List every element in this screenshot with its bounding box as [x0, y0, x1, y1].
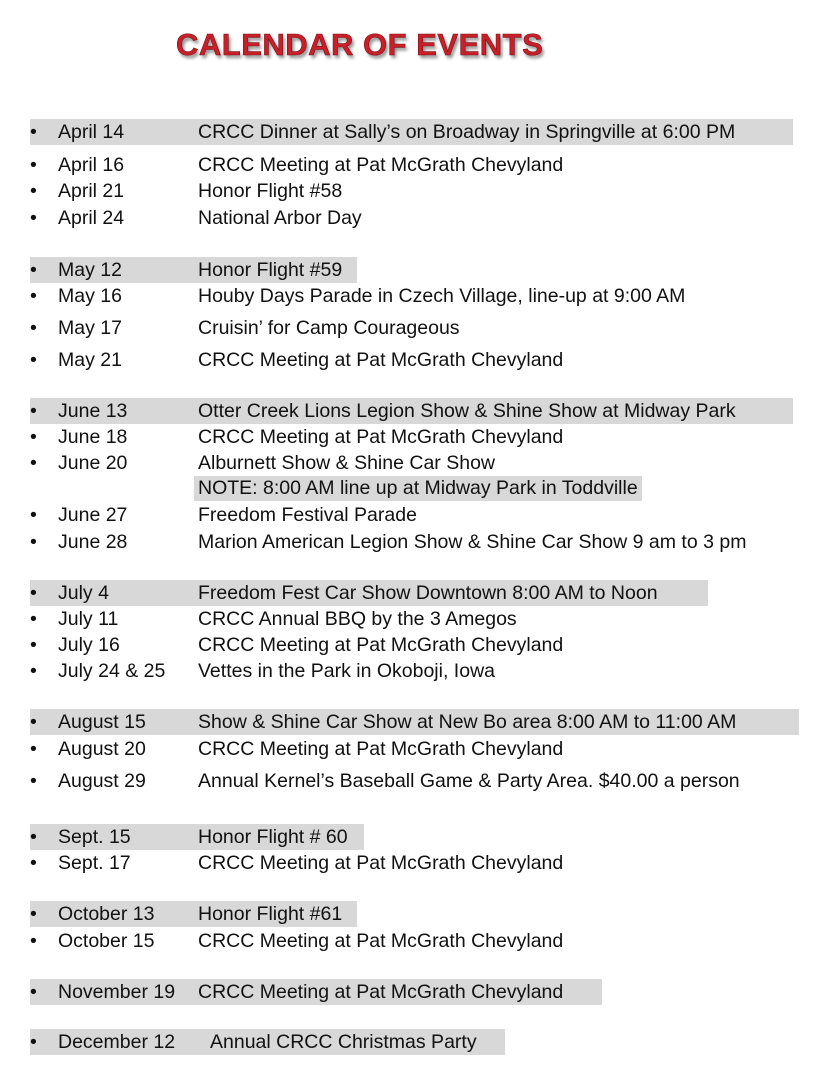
event-description: Honor Flight #58 — [198, 180, 343, 202]
event-row — [30, 398, 793, 424]
bullet-icon: • — [30, 852, 37, 874]
bullet-icon: • — [30, 582, 37, 604]
event-description: Alburnett Show & Shine Car Show — [198, 452, 495, 474]
event-date: June 13 — [58, 400, 128, 422]
event-description: Otter Creek Lions Legion Show & Shine Show at Midway Park — [198, 400, 736, 422]
event-date: Sept. 15 — [58, 826, 131, 848]
event-date: May 21 — [58, 349, 122, 371]
event-description: CRCC Meeting at Pat McGrath Chevyland — [198, 738, 564, 760]
bullet-icon: • — [30, 317, 37, 339]
bullet-icon: • — [30, 531, 37, 553]
event-date: July 4 — [58, 582, 109, 604]
event-date: December 12 — [58, 1031, 176, 1053]
event-row — [30, 119, 793, 145]
bullet-icon: • — [30, 285, 37, 307]
bullet-icon: • — [30, 930, 37, 952]
event-row — [30, 580, 708, 606]
event-description: Freedom Festival Parade — [198, 504, 417, 526]
event-description: CRCC Meeting at Pat McGrath Chevyland — [198, 930, 564, 952]
bullet-icon: • — [30, 426, 37, 448]
event-description: Marion American Legion Show & Shine Car Show 9 am to 3 pm — [198, 531, 747, 553]
event-row — [30, 709, 799, 735]
event-description: CRCC Annual BBQ by the 3 Amegos — [198, 608, 517, 630]
event-description: CRCC Dinner at Sally’s on Broadway in Springville at 6:00 PM — [198, 121, 736, 143]
bullet-icon: • — [30, 1031, 37, 1053]
bullet-icon: • — [30, 452, 37, 474]
bullet-icon: • — [30, 400, 37, 422]
event-date: May 12 — [58, 259, 122, 281]
event-row — [30, 1029, 505, 1055]
event-description: Honor Flight #59 — [198, 259, 343, 281]
event-date: Sept. 17 — [58, 852, 131, 874]
event-row — [30, 824, 364, 850]
event-description: Honor Flight # 60 — [198, 826, 348, 848]
event-date: August 20 — [58, 738, 146, 760]
event-description: CRCC Meeting at Pat McGrath Chevyland — [198, 634, 564, 656]
event-row — [30, 979, 602, 1005]
event-description: CRCC Meeting at Pat McGrath Chevyland — [198, 981, 564, 1003]
event-date: June 27 — [58, 504, 128, 526]
event-description: Honor Flight #61 — [198, 903, 343, 925]
bullet-icon: • — [30, 349, 37, 371]
event-date: April 14 — [58, 121, 125, 143]
event-date: April 24 — [58, 207, 125, 229]
event-date: June 28 — [58, 531, 128, 553]
event-date: October 13 — [58, 903, 155, 925]
bullet-icon: • — [30, 504, 37, 526]
event-date: April 16 — [58, 154, 125, 176]
event-description: National Arbor Day — [198, 207, 362, 229]
bullet-icon: • — [30, 738, 37, 760]
bullet-icon: • — [30, 259, 37, 281]
event-description: CRCC Meeting at Pat McGrath Chevyland — [198, 349, 564, 371]
event-date: July 16 — [58, 634, 120, 656]
bullet-icon: • — [30, 121, 37, 143]
bullet-icon: • — [30, 660, 37, 682]
event-description: CRCC Meeting at Pat McGrath Chevyland — [198, 154, 564, 176]
event-date: August 29 — [58, 770, 146, 792]
event-description: Annual CRCC Christmas Party — [210, 1031, 477, 1053]
event-description: Houby Days Parade in Czech Village, line-up at 9:00 AM — [198, 285, 686, 307]
bullet-icon: • — [30, 634, 37, 656]
bullet-icon: • — [30, 826, 37, 848]
event-date: June 18 — [58, 426, 128, 448]
event-date: August 15 — [58, 711, 146, 733]
event-date: November 19 — [58, 981, 176, 1003]
bullet-icon: • — [30, 207, 37, 229]
event-row — [30, 901, 357, 927]
page-title: CALENDAR OF EVENTS — [176, 27, 544, 62]
event-description: Freedom Fest Car Show Downtown 8:00 AM to Noon — [198, 582, 658, 604]
event-date: July 24 & 25 — [58, 660, 166, 682]
event-date: April 21 — [58, 180, 125, 202]
event-date: May 16 — [58, 285, 122, 307]
bullet-icon: • — [30, 770, 37, 792]
event-row — [30, 257, 357, 283]
event-description: CRCC Meeting at Pat McGrath Chevyland — [198, 426, 564, 448]
event-description: CRCC Meeting at Pat McGrath Chevyland — [198, 852, 564, 874]
bullet-icon: • — [30, 608, 37, 630]
bullet-icon: • — [30, 180, 37, 202]
event-date: May 17 — [58, 317, 122, 339]
event-description: Cruisin’ for Camp Courageous — [198, 317, 460, 339]
event-date: October 15 — [58, 930, 155, 952]
event-note: NOTE: 8:00 AM line up at Midway Park in Toddville — [194, 476, 642, 501]
event-description: Vettes in the Park in Okoboji, Iowa — [198, 660, 495, 682]
event-date: July 11 — [58, 608, 119, 630]
bullet-icon: • — [30, 903, 37, 925]
event-description: Annual Kernel’s Baseball Game & Party Area. $40.00 a person — [198, 770, 740, 792]
event-date: June 20 — [58, 452, 128, 474]
bullet-icon: • — [30, 981, 37, 1003]
event-description: Show & Shine Car Show at New Bo area 8:00 AM to 11:00 AM — [198, 711, 737, 733]
bullet-icon: • — [30, 711, 37, 733]
bullet-icon: • — [30, 154, 37, 176]
